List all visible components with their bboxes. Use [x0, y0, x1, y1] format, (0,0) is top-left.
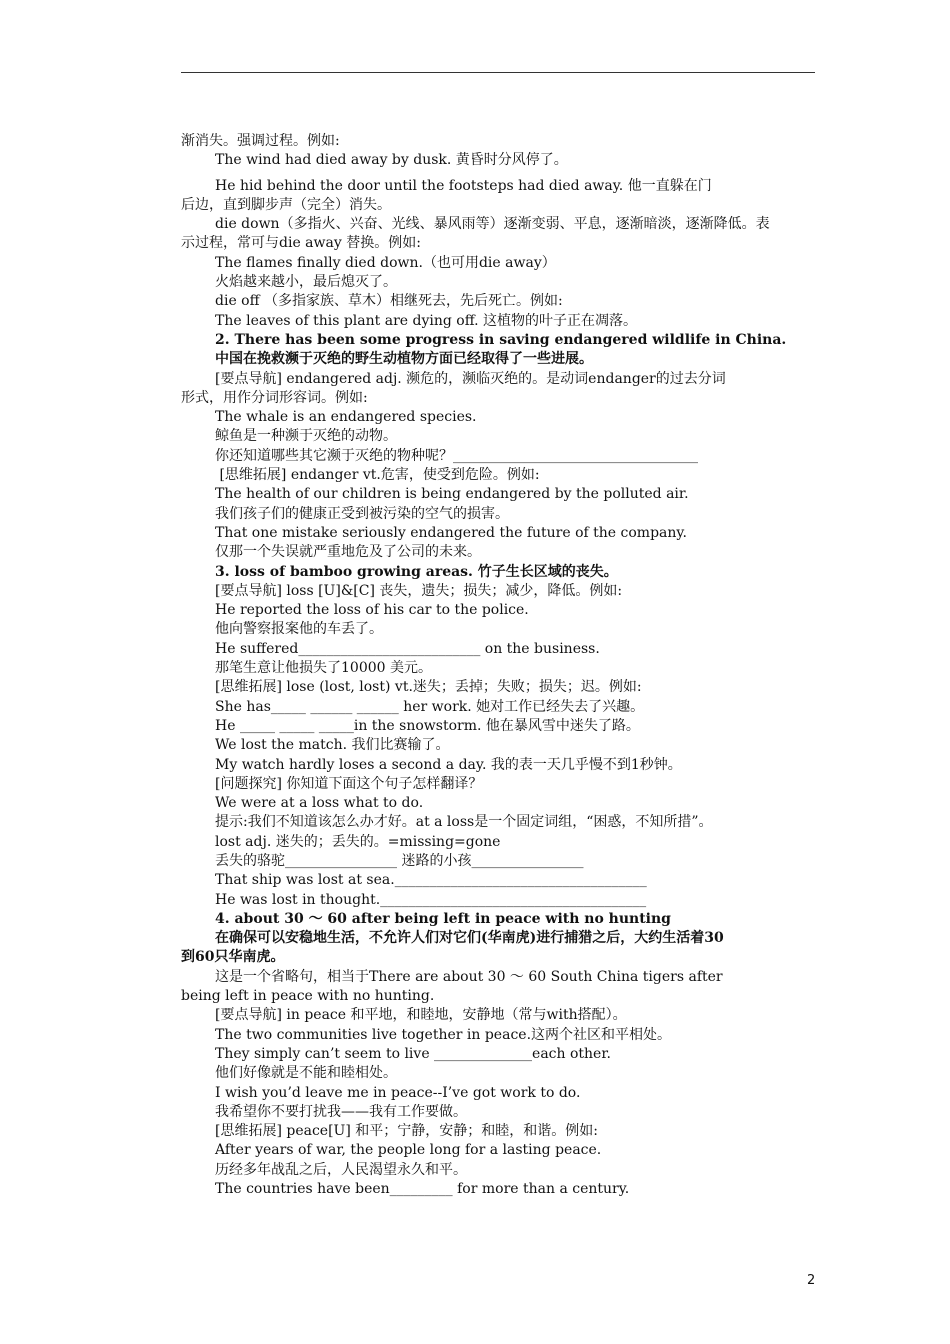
header-rule	[181, 72, 815, 73]
text-line: die down（多指火、兴奋、光线、暴风雨等）逐渐变弱、平息，逐渐暗淡，逐渐降低。表	[215, 216, 770, 233]
text-line: 在确保可以安稳地生活，不允许人们对它们(华南虎)进行捕猎之后，大约生活着30	[215, 930, 724, 947]
text-line: The two communities live together in peace.这两个社区和平相处。	[215, 1026, 672, 1043]
text-line: lost adj. 迷失的；丢失的。=missing=gone	[215, 833, 501, 850]
text-line: The whale is an endangered species.	[215, 409, 477, 426]
text-line: [思维拓展] peace[U] 和平；宁静，安静；和睦，和谐。例如:	[215, 1123, 598, 1140]
text-line: 这是一个省略句，相当于There are about 30 ～ 60 South China tigers after	[215, 968, 723, 985]
text-line: He suffered__________________________ on the business.	[215, 640, 600, 657]
text-line: The countries have been_________ for more than a century.	[215, 1181, 630, 1198]
text-line: 我希望你不要打扰我——我有工作要做。	[215, 1103, 467, 1120]
text-line: 你还知道哪些其它濒于灭绝的物种呢？___________________________________	[215, 447, 698, 464]
text-line: [思维拓展] endanger vt.危害，使受到危险。例如:	[215, 467, 540, 484]
text-line: The leaves of this plant are dying off. 这植物的叶子正在凋落。	[215, 312, 638, 329]
text-line: After years of war, the people long for a lasting peace.	[215, 1142, 602, 1159]
text-line: being left in peace with no hunting.	[181, 988, 435, 1005]
text-line: [问题探究] 你知道下面这个句子怎样翻译？	[215, 775, 483, 792]
text-line: 鲸鱼是一种濒于灭绝的动物。	[215, 428, 397, 445]
text-line: 渐消失。强调过程。例如:	[181, 133, 340, 149]
text-line: 仅那一个失误就严重地危及了公司的未来。	[215, 544, 481, 561]
text-line: 丢失的骆驼________________ 迷路的小孩________________	[215, 852, 584, 869]
text-line: She has_____ ______ ______ her work. 她对工作已经失去了兴趣。	[215, 698, 645, 715]
text-line: 中国在挽救濒于灭绝的野生动植物方面已经取得了一些进展。	[215, 351, 593, 368]
text-line: 4. about 30 ～ 60 after being left in peace with no hunting	[215, 910, 671, 927]
text-line: 历经多年战乱之后，人民渴望永久和平。	[215, 1161, 467, 1178]
text-line: That one mistake seriously endangered the future of the company.	[215, 524, 687, 541]
text-line: [要点导航] loss [U]&[C] 丧失，遗失；损失；减少，降低。例如:	[215, 582, 623, 599]
text-line: The wind had died away by dusk. 黄昏时分风停了。	[215, 152, 568, 169]
text-line: [要点导航] in peace 和平地，和睦地，安静地（常与with搭配）。	[215, 1007, 627, 1024]
text-line: They simply can’t seem to live ______________each other.	[215, 1045, 611, 1062]
document-body	[181, 132, 821, 1199]
text-line: 他向警察报案他的车丢了。	[215, 621, 383, 638]
text-line: [要点导航] endangered adj. 濒危的，濒临灭绝的。是动词endanger的过去分词	[215, 370, 726, 387]
text-line: [思维拓展] lose (lost, lost) vt.迷失；丢掉；失败；损失；迟。例如:	[215, 679, 642, 696]
text-line: 3. loss of bamboo growing areas. 竹子生长区域的丧失。	[215, 563, 618, 580]
text-line: 他们好像就是不能和睦相处。	[215, 1065, 397, 1082]
text-line: He hid behind the door until the footsteps had died away. 他一直躲在门	[215, 177, 712, 194]
text-line: 我们孩子们的健康正受到被污染的空气的损害。	[215, 505, 509, 522]
text-line: 形式，用作分词形容词。例如:	[181, 389, 368, 406]
text-line: 示过程，常可与die away 替换。例如:	[181, 235, 421, 252]
text-line: 后边，直到脚步声（完全）消失。	[181, 196, 391, 213]
text-line: That ship was lost at sea.____________________________________	[215, 872, 647, 889]
text-line: 到60只华南虎。	[181, 949, 285, 966]
text-line: We lost the match. 我们比赛输了。	[215, 737, 450, 754]
page-number: 2	[807, 1273, 816, 1288]
text-line: He _____ _____ _____in the snowstorm. 他在暴风雪中迷失了路。	[215, 717, 640, 734]
text-line: We were at a loss what to do.	[215, 795, 424, 812]
text-line: 火焰越来越小，最后熄灭了。	[215, 274, 397, 291]
text-line: die off （多指家族、草木）相继死去，先后死亡。例如:	[215, 293, 563, 310]
text-line: 提示:我们不知道该怎么办才好。at a loss是一个固定词组，“困惑，不知所措”。	[215, 814, 713, 831]
text-line: 那笔生意让他损失了10000 美元。	[215, 660, 432, 677]
text-line: I wish you’d leave me in peace--I’ve got work to do.	[215, 1084, 581, 1101]
text-line: He reported the loss of his car to the police.	[215, 602, 529, 619]
text-line: He was lost in thought.______________________________________	[215, 891, 647, 908]
text-line: 2. There has been some progress in saving endangered wildlife in China.	[215, 331, 787, 348]
text-line: My watch hardly loses a second a day. 我的表一天几乎慢不到1秒钟。	[215, 756, 682, 773]
text-line: The health of our children is being endangered by the polluted air.	[215, 486, 689, 503]
text-line: The flames finally died down.（也可用die away）	[215, 254, 556, 271]
